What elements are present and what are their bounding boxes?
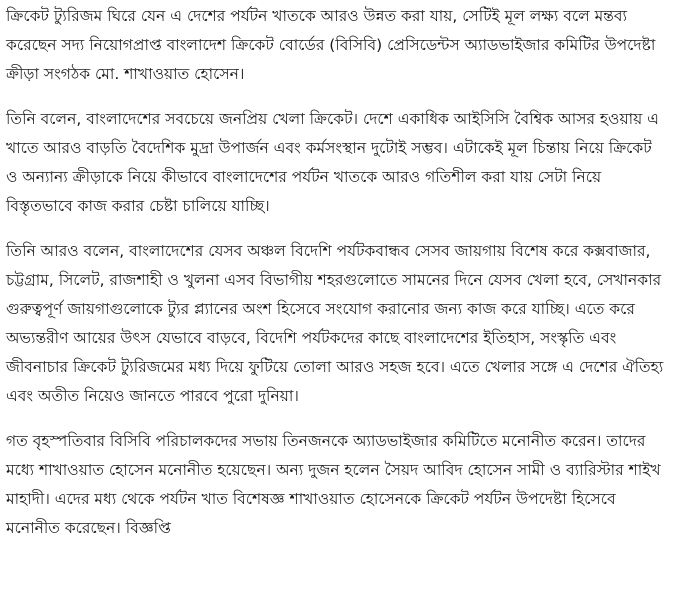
article-paragraph-4: গত বৃহস্পতিবার বিসিবি পরিচালকদের সভায় তিনজনকে অ্যাডভাইজার কমিটিতে মনোনীত করেন। তাদের মধ্যে শাখাওয়াত হোসেন মনোনীত হয়েছেন। অন্য দুজন হলেন সৈয়দ আবিদ হোসেন সামী ও ব্যারিস্টার শাইখ মাহাদী। এদের মধ্য থেকে পর্যটন খাত বিশেষজ্ঞ শাখাওয়াত হোসেনকে ক্রিকেট পর্যটন উপদেষ্টা হিসেবে মনোনীত করেছেন। বিজ্ঞপ্তি: [6, 432, 661, 537]
article-paragraph-1: ক্রিকেট ট্যুরিজম ঘিরে যেন এ দেশের পর্যটন খাতকে আরও উন্নত করা যায়, সেটিই মূল লক্ষ্য বলে মন্তব্য করেছেন সদ্য নিয়োগপ্রাপ্ত বাংলাদেশ ক্রিকেট বোর্ডের (বিসিবি) প্রেসিডেন্টস অ্যাডভাইজার কমিটির উপদেষ্টা ক্রীড়া সংগঠক মো. শাখাওয়াত হোসেন।: [6, 7, 656, 83]
article-paragraph-2: তিনি বলেন, বাংলাদেশের সবচেয়ে জনপ্রিয় খেলা ক্রিকেট। দেশে একাধিক আইসিসি বৈশ্বিক আসর হওয়ায় এ খাতে আরও বাড়তি বৈদেশিক মুদ্রা উপার্জন এবং কর্মসংস্থান দুটোই সম্ভব। এটাকেই মূল চিন্তায় নিয়ে ক্রিকেট ও অন্যান্য ক্রীড়াকে নিয়ে কীভাবে বাংলাদেশের পর্যটন খাতকে আরও গতিশীল করা যায় সেটা নিয়ে বিস্তৃতভাবে কাজ করার চেষ্টা চালিয়ে যাচ্ছি।: [6, 110, 659, 215]
article-paragraph-3: তিনি আরও বলেন, বাংলাদেশের যেসব অঞ্চল বিদেশি পর্যটকবান্ধব সেসব জায়গায় বিশেষ করে কক্সবাজার, চট্টগ্রাম, সিলেট, রাজশাহী ও খুলনা এসব বিভাগীয় শহরগুলোতে সামনের দিনে যেসব খেলা হবে, সেখানকার গুরুত্বপূর্ণ জায়গাগুলোকে ট্যুর প্ল্যানের অংশ হিসেবে সংযোগ করানোর জন্য কাজ করে যাচ্ছি। এতে করে অভ্যন্তরীণ আয়ের উৎস যেভাবে বাড়বে, বিদেশি পর্যটকদের কাছে বাংলাদেশের ইতিহাস, সংস্কৃতি এবং জীবনাচার ক্রিকেট ট্যুরিজমের মধ্য দিয়ে ফুটিয়ে তোলা আরও সহজ হবে। এতে খেলার সঙ্গে এ দেশের ঐতিহ্য এবং অতীত নিয়েও জানতে পারবে পুরো দুনিয়া।: [6, 242, 664, 405]
